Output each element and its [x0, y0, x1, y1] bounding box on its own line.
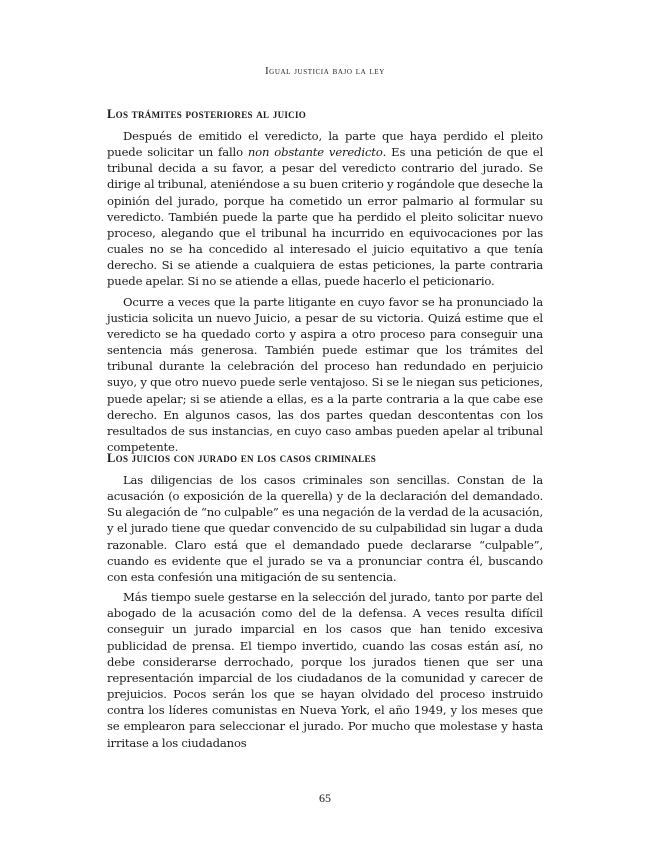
- paragraph: Más tiempo suele gestarse en la selección del jurado, tanto por parte del abogado de la acusación como del de la defensa. A veces resulta difícil conseguir un jurado imparcial en los casos que han tenido excesiva publicidad de prensa. El tiempo invertido, cuando las cosas están así, no debe considerarse derrochado, porque los jurados tienen que ser una representación imparcial de los ciudadanos de la comunidad y carecer de prejuicios. Pocos serán los que se hayan olvidado del proceso instruido contra los líderes comunistas en Nueva York, el año 1949, y los meses que se emplearon para seleccionar el jurado. Por mucho que molestase y hasta irritase a los ciudadanos: [107, 590, 543, 750]
- emphasis-text: non obstante veredicto: [247, 145, 383, 160]
- section-post-trial-procedures: [107, 107, 543, 455]
- paragraph-text: Después de emitido el veredicto, la parte que haya perdido el pleito puede solicitar un fallo: [107, 129, 543, 160]
- paragraph: Las diligencias de los casos criminales son sencillas. Constan de la acusación (o exposición de la querella) y de la declaración del demandado. Su alegación de “no culpable” es una negación de la verdad de la acusación, y el jurado tiene que quedar convencido de su culpabilidad sin lugar a duda razonable. Claro está que el demandado puede declararse “culpable”, cuando es evidente que el jurado se va a pronunciar contra él, buscando con esta confesión una mitigación de su sentencia.: [107, 473, 543, 584]
- paragraph-text: . Es una petición de que el tribunal decida a su favor, a pesar del veredicto contrario del jurado. Se dirige al tribunal, ateniéndose a su buen criterio y rogándole que deseche la opinión del jurado, porque ha cometido un error palmario al formular su veredicto. También puede la parte que ha perdido el pleito solicitar nuevo proceso, alegando que el tribunal ha incurrido en equivocaciones por las cuales no se ha concedido al interesado el juicio equitativo a que tenía derecho. Si se atiende a cualquiera de estas peticiones, la parte contraria puede apelar. Si no se atiende a ellas, puede hacerlo el peticionario.: [107, 145, 544, 289]
- paragraph: [107, 128, 543, 290]
- section-heading: Los trámites posteriores al juicio: [107, 107, 307, 121]
- page-number: 65: [319, 791, 331, 805]
- paragraph: Ocurre a veces que la parte litigante en cuyo favor se ha pronunciado la justicia solicita un nuevo Juicio, a pesar de su victoria. Quizá estime que el veredicto se ha quedado corto y aspira a otro proceso para conseguir una sentencia más generosa. También puede estimar que los trámites del tribunal durante la celebración del proceso han redundado en perjuicio suyo, y que otro nuevo puede serle ventajoso. Si se le niegan sus peticiones, puede apelar; si se atiende a ellas, es a la parte contraria a la que cabe ese derecho. En algunos casos, las dos partes quedan descontentas con los resultados de sus instancias, en cuyo caso ambas pueden apelar al tribunal competente.: [107, 294, 543, 454]
- running-head: Igual justicia bajo la ley: [265, 66, 385, 77]
- section-heading: Los juicios con jurado en los casos criminales: [107, 451, 377, 465]
- section-criminal-jury-trials: [107, 451, 543, 751]
